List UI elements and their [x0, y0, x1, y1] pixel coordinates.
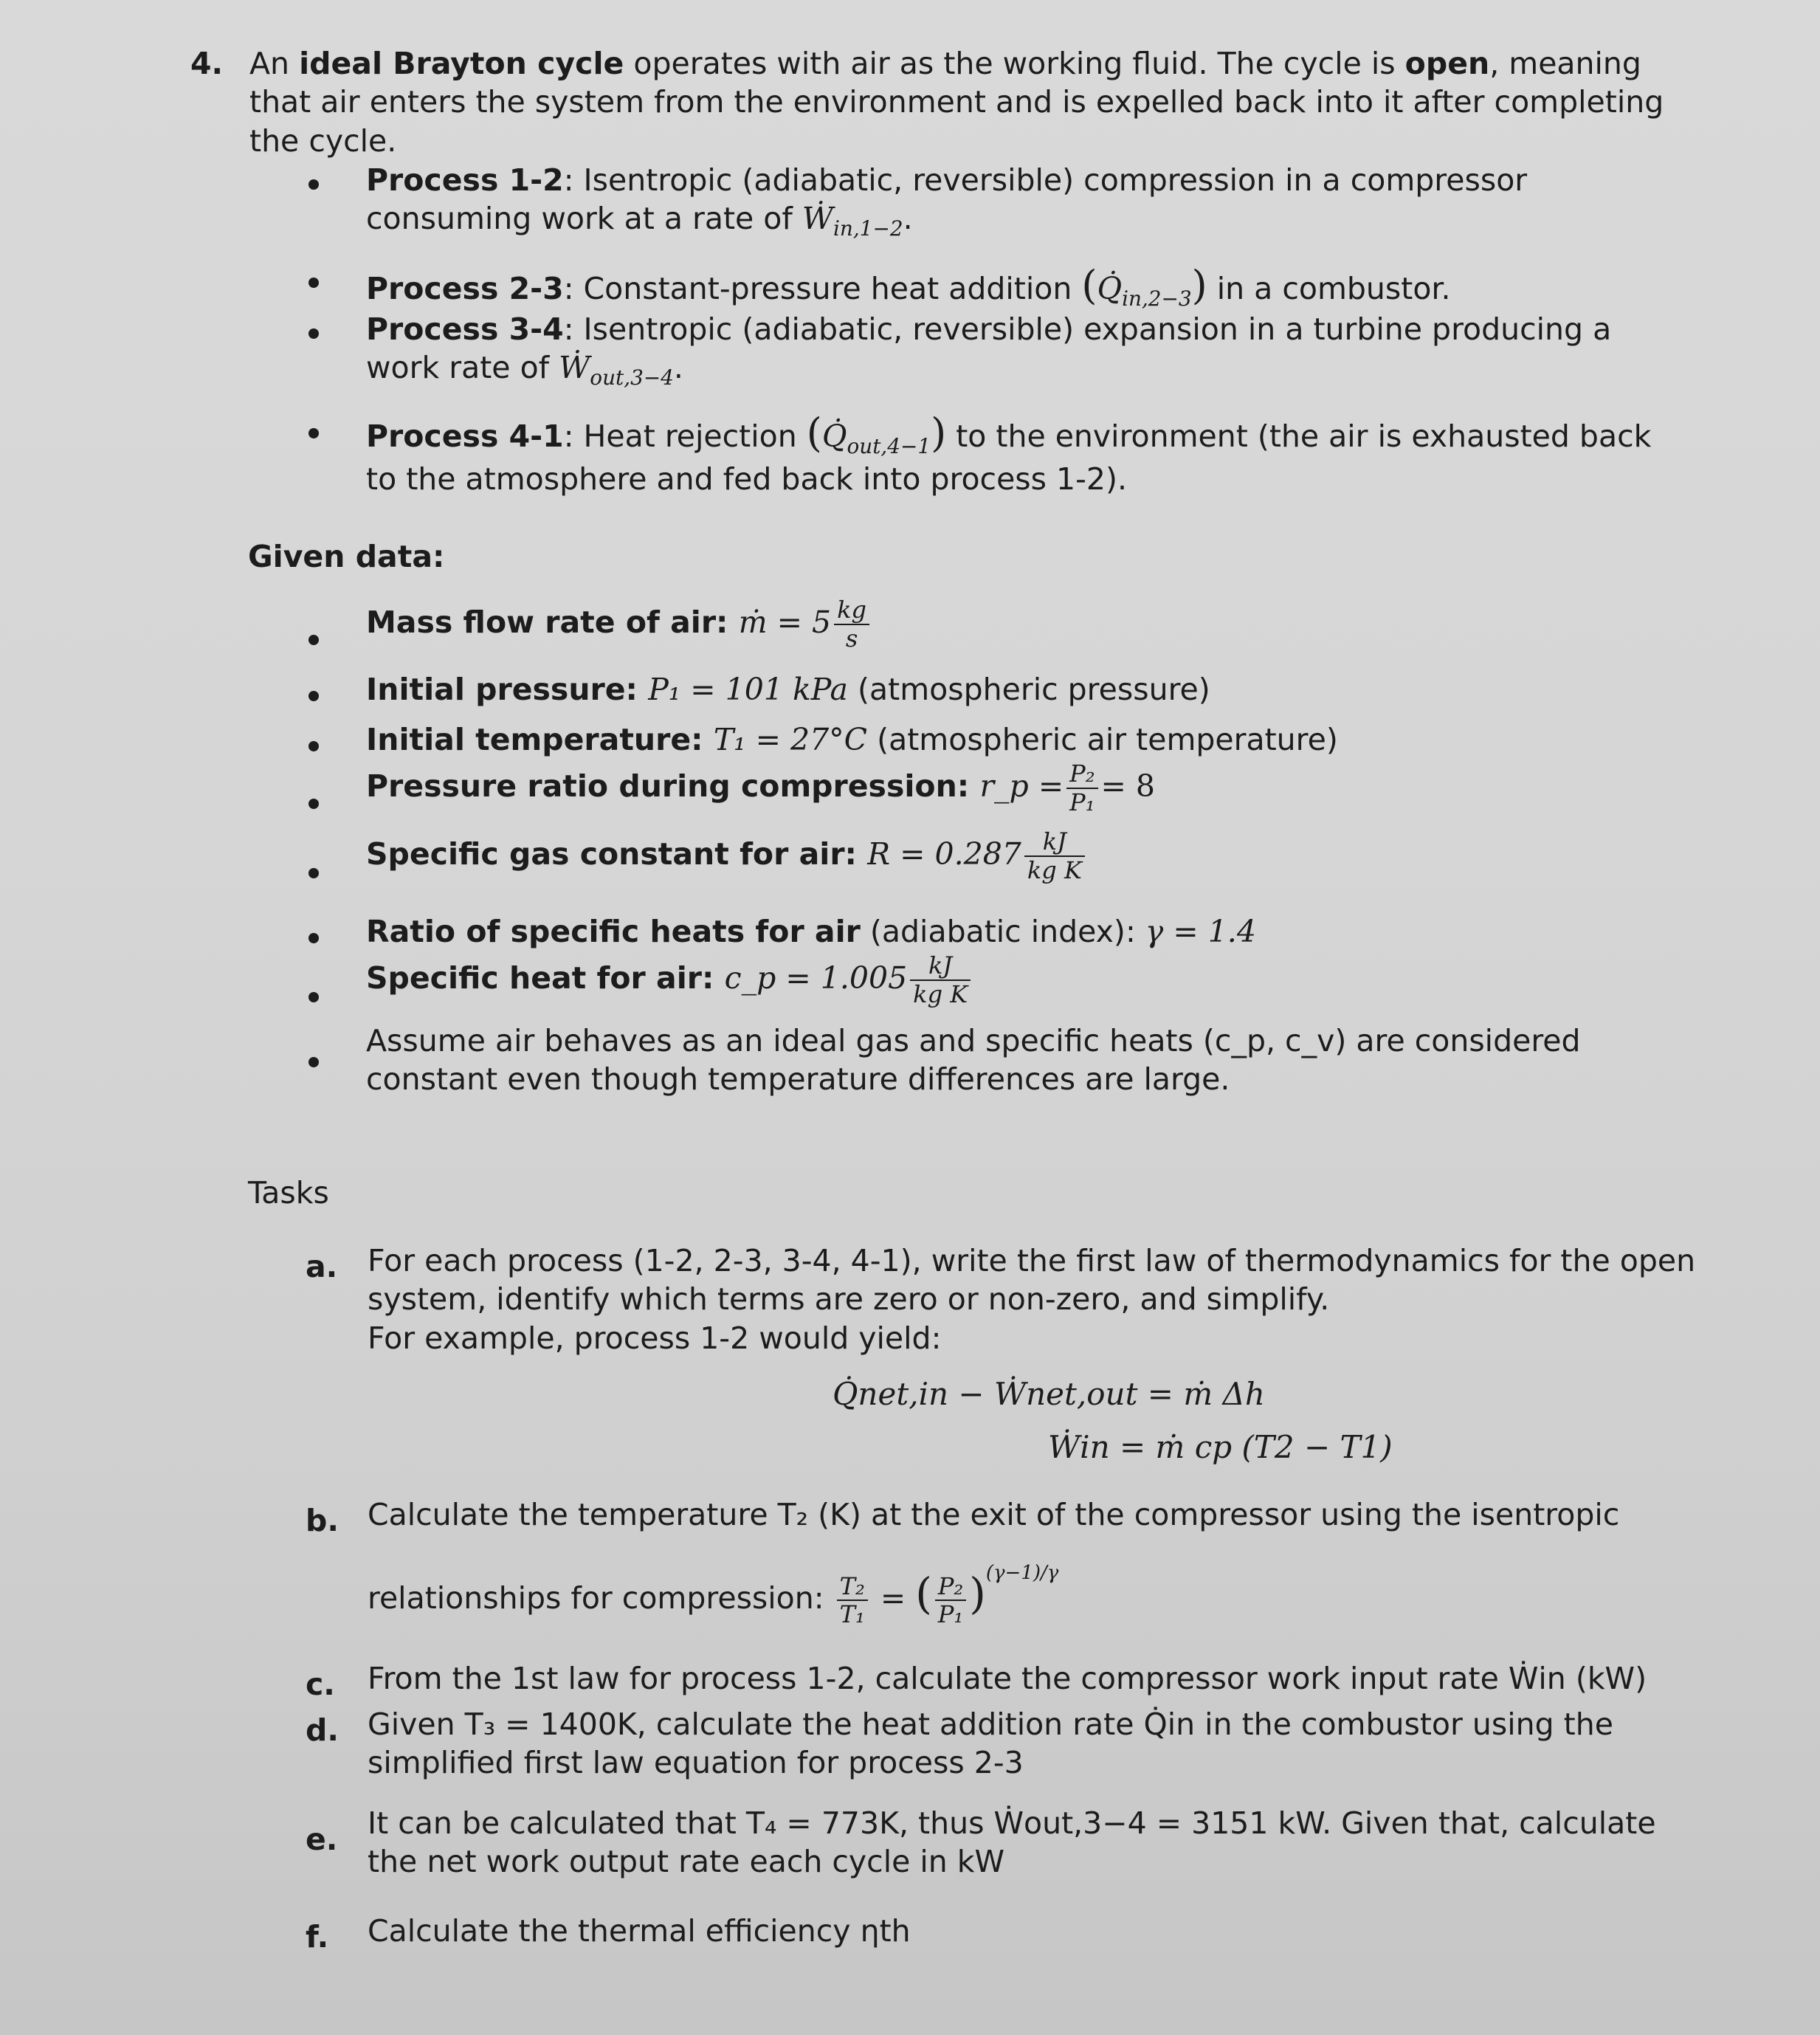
bullet-icon	[308, 278, 319, 288]
task-item: Given T₃ = 1400K, calculate the heat addition rate Q̇in in the combustor using the simplified first law equation for process 2-3	[368, 1707, 1613, 1781]
bullet-icon	[308, 741, 319, 751]
task-item: From the 1st law for process 1-2, calculate the compressor work input rate Ẇin (kW)	[368, 1661, 1647, 1696]
tasks-heading: Tasks	[248, 1175, 329, 1211]
given-item: Ratio of specific heats for air (adiabatic index): γ = 1.4	[366, 914, 1256, 949]
given-item: Pressure ratio during compression: r_p = $\frac{\text{P₂}}{\text{P₁}}$ = 8	[366, 760, 1156, 816]
bullet-icon	[308, 179, 319, 190]
process-item: Process 3-4: Isentropic (adiabatic, reversible) expansion in a turbine producing a work rate of Ẇ$_{out,3-4}$.	[366, 311, 1612, 390]
equation-energy-balance: Q̇net,in − Ẇnet,out = ṁ Δh	[833, 1376, 1265, 1412]
bullet-icon	[308, 635, 319, 645]
given-item: Specific heat for air: c_p = 1.005 $\frac{kJ}{\text{kg K}}$	[366, 952, 1680, 1008]
bullet-icon	[308, 328, 319, 339]
bullet-icon	[308, 933, 319, 943]
task-item: Calculate the temperature T₂ (K) at the exit of the compressor using the isentropic relationships for compression: $\frac{\text{T₂}}{\text{T₁}}$ = ( $\frac{\text{P₂}}{\text{P₁}}$ )$^{(\gamma-1)/\gamma}$	[368, 1497, 1620, 1629]
process-item: Process 2-3: Constant-pressure heat addition $(Q̇_{in,2-3})$ in a combustor.	[366, 262, 1451, 311]
process-item: Process 1-2: Isentropic (adiabatic, reversible) compression in a compressor consuming work at a rate of Ẇ$_{in,1-2}$.	[366, 162, 1528, 241]
bullet-icon	[308, 691, 319, 701]
equation-compressor-work: Ẇin = ṁ cp (T2 − T1)	[1048, 1429, 1393, 1465]
task-item: It can be calculated that T₄ = 773K, thus Ẇout,3−4 = 3151 kW. Given that, calculate the net work output rate each cycle in kW	[368, 1805, 1656, 1880]
problem-number: 4.	[190, 46, 224, 81]
task-item: For each process (1-2, 2-3, 3-4, 4-1), write the first law of thermodynamics for the open system, identify which terms are zero or non-zero, and simplify. For example, process 1-2 would yield:	[368, 1243, 1696, 1356]
bullet-icon	[308, 992, 319, 1002]
given-item: Initial pressure: P₁ = 101 kPa (atmospheric pressure)	[366, 672, 1210, 707]
given-item: Specific gas constant for air: R = 0.287 $\frac{kJ}{\text{kg K}}$	[366, 828, 1680, 884]
bullet-icon	[308, 1057, 319, 1067]
given-data-heading: Given data:	[248, 539, 445, 574]
task-letter: b.	[306, 1503, 339, 1538]
task-item: Calculate the thermal efficiency ηth	[368, 1913, 911, 1949]
task-letter: f.	[306, 1919, 329, 1955]
given-item: Assume air behaves as an ideal gas and specific heats (c_p, c_v) are considered constant even though temperature differences are large.	[366, 1023, 1581, 1098]
task-letter: e.	[306, 1822, 338, 1857]
bullet-icon	[308, 428, 319, 438]
task-letter: a.	[306, 1249, 338, 1284]
problem-intro: An ideal Brayton cycle operates with air as the working fluid. The cycle is open, meaning that air enters the system from the environment and is expelled back into it after completing the cycle.	[249, 46, 1664, 159]
task-letter: c.	[306, 1667, 335, 1702]
bullet-icon	[308, 799, 319, 809]
process-item: Process 4-1: Heat rejection $(Q̇_{out,4-1})$ to the environment (the air is exhausted back to the atmosphere and fed back into process 1-2).	[366, 410, 1652, 497]
given-item: Mass flow rate of air: ṁ = 5 $\frac{kg}{s}$	[366, 596, 1680, 652]
bullet-icon	[308, 868, 319, 878]
task-letter: d.	[306, 1712, 339, 1748]
given-item: Initial temperature: T₁ = 27°C (atmospheric air temperature)	[366, 722, 1338, 757]
